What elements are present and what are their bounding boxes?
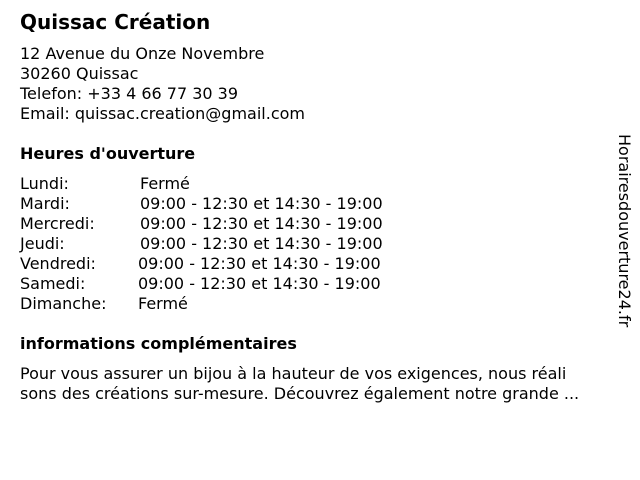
hours-day-label: Mercredi: <box>20 214 95 233</box>
site-watermark: Horairesdouverture24.fr <box>615 134 634 328</box>
phone-number[interactable]: Telefon: +33 4 66 77 30 39 <box>20 84 239 103</box>
additional-info-text <box>20 364 620 404</box>
hours-day-label: Dimanche: <box>20 294 107 313</box>
hours-time-value: 09:00 - 12:30 et 14:30 - 19:00 <box>140 234 383 253</box>
email-address[interactable]: Email: quissac.creation@gmail.com <box>20 104 305 123</box>
address-street: 12 Avenue du Onze Novembre <box>20 44 265 63</box>
address-city: 30260 Quissac <box>20 64 139 83</box>
hours-day-label: Mardi: <box>20 194 70 213</box>
hours-time-value: 09:00 - 12:30 et 14:30 - 19:00 <box>140 214 383 233</box>
hours-day-label: Vendredi: <box>20 254 96 273</box>
business-address-block <box>20 44 305 124</box>
additional-info-line: Pour vous assurer un bijou à la hauteur de vos exigences, nous réali <box>20 364 567 383</box>
additional-info-heading: informations complémentaires <box>20 334 297 353</box>
business-name: Quissac Création <box>20 10 211 34</box>
hours-day-label: Lundi: <box>20 174 69 193</box>
hours-time-value: Fermé <box>138 294 188 313</box>
hours-time-value: 09:00 - 12:30 et 14:30 - 19:00 <box>138 254 381 273</box>
hours-day-label: Jeudi: <box>20 234 65 253</box>
hours-time-value: 09:00 - 12:30 et 14:30 - 19:00 <box>138 274 381 293</box>
hours-time-value: Fermé <box>140 174 190 193</box>
opening-hours-heading: Heures d'ouverture <box>20 144 196 163</box>
hours-time-value: 09:00 - 12:30 et 14:30 - 19:00 <box>140 194 383 213</box>
additional-info-line: sons des créations sur-mesure. Découvrez également notre grande ... <box>20 384 580 403</box>
hours-day-label: Samedi: <box>20 274 86 293</box>
